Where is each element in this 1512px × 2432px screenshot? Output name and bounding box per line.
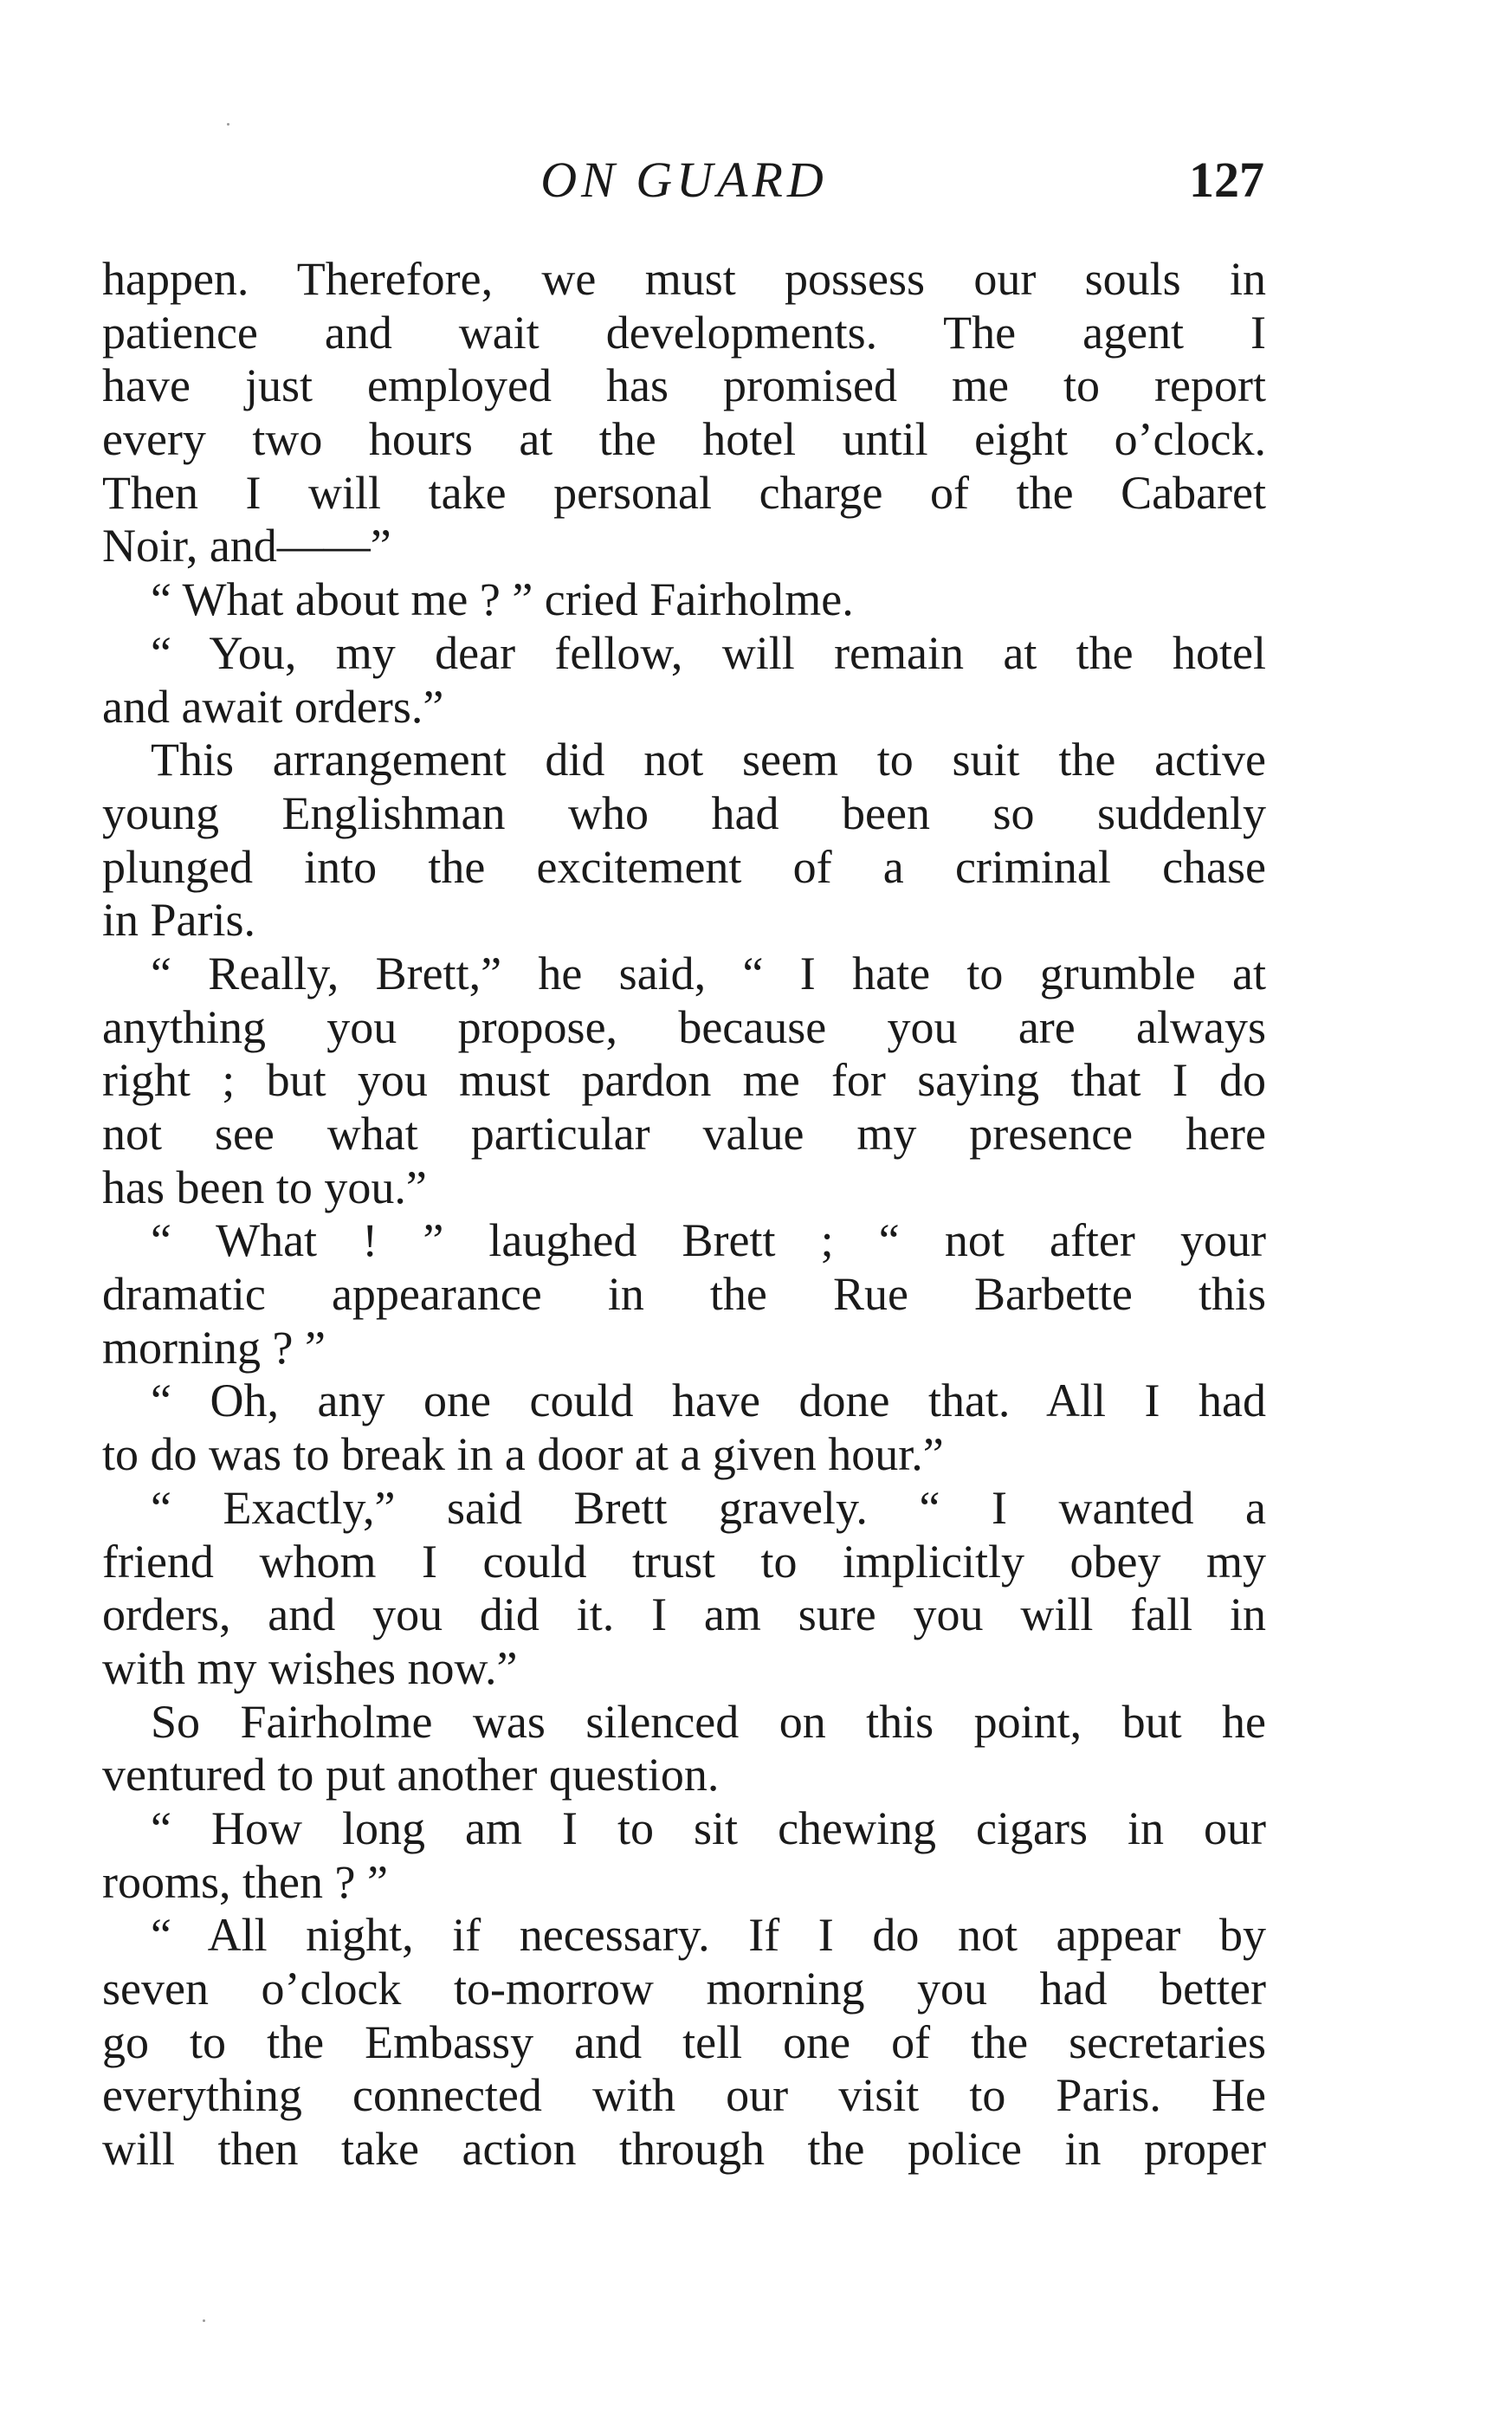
- running-head: [104, 146, 1264, 215]
- text-line: young Englishman who had been so suddenly: [102, 786, 1266, 839]
- text-line: plunged into the excitement of a criminal chase: [102, 840, 1266, 893]
- text-line: Then I will take personal charge of the Cabaret: [102, 466, 1266, 519]
- text-line: with my wishes now.”: [102, 1641, 518, 1694]
- text-line: “ How long am I to sit chewing cigars in our: [151, 1801, 1266, 1854]
- text-line: every two hours at the hotel until eight o’clock.: [102, 413, 1266, 466]
- text-line: So Fairholme was silenced on this point, but he: [151, 1695, 1266, 1748]
- text-line: not see what particular value my presence here: [102, 1108, 1266, 1160]
- text-line: to do was to break in a door at a given hour.”: [102, 1428, 944, 1481]
- text-line: “ What about me ? ” cried Fairholme.: [151, 573, 854, 626]
- text-line: have just employed has promised me to report: [102, 359, 1266, 412]
- text-line: morning ? ”: [102, 1321, 326, 1374]
- text-line: This arrangement did not seem to suit the active: [151, 734, 1266, 786]
- text-line: rooms, then ? ”: [102, 1855, 388, 1908]
- text-line: right ; but you must pardon me for saying that I do: [102, 1054, 1266, 1107]
- text-line: in Paris.: [102, 894, 256, 947]
- running-title: ON GUARD: [540, 152, 828, 208]
- body-text: [102, 253, 1266, 2177]
- text-line: “ Exactly,” said Brett gravely. “ I wanted a: [151, 1481, 1266, 1534]
- text-line: seven o’clock to-morrow morning you had better: [102, 1963, 1266, 2015]
- text-line: anything you propose, because you are always: [102, 1000, 1266, 1053]
- text-line: friend whom I could trust to implicitly obey my: [102, 1535, 1266, 1588]
- text-line: patience and wait developments. The agent I: [102, 306, 1266, 359]
- text-line: happen. Therefore, we must possess our souls in: [102, 253, 1266, 305]
- text-line: “ What ! ” laughed Brett ; “ not after your: [151, 1214, 1266, 1267]
- text-line: go to the Embassy and tell one of the secretaries: [102, 2015, 1266, 2068]
- paper-speck: [203, 2319, 205, 2322]
- text-line: orders, and you did it. I am sure you will fall in: [102, 1588, 1266, 1641]
- text-line: “ Oh, any one could have done that. All I had: [151, 1374, 1266, 1427]
- paper-speck: [227, 123, 229, 126]
- page-number: 127: [1189, 152, 1264, 208]
- text-line: has been to you.”: [102, 1161, 427, 1213]
- text-line: dramatic appearance in the Rue Barbette this: [102, 1268, 1266, 1321]
- text-line: “ You, my dear fellow, will remain at the hotel: [151, 626, 1266, 679]
- text-line: and await orders.”: [102, 680, 444, 733]
- text-line: “ All night, if necessary. If I do not appear by: [151, 1909, 1266, 1962]
- text-line: everything connected with our visit to Paris. He: [102, 2069, 1266, 2122]
- text-line: ventured to put another question.: [102, 1749, 720, 1801]
- text-line: Noir, and——”: [102, 520, 391, 572]
- text-line: “ Really, Brett,” he said, “ I hate to grumble at: [151, 947, 1266, 999]
- text-line: will then take action through the police in proper: [102, 2123, 1266, 2176]
